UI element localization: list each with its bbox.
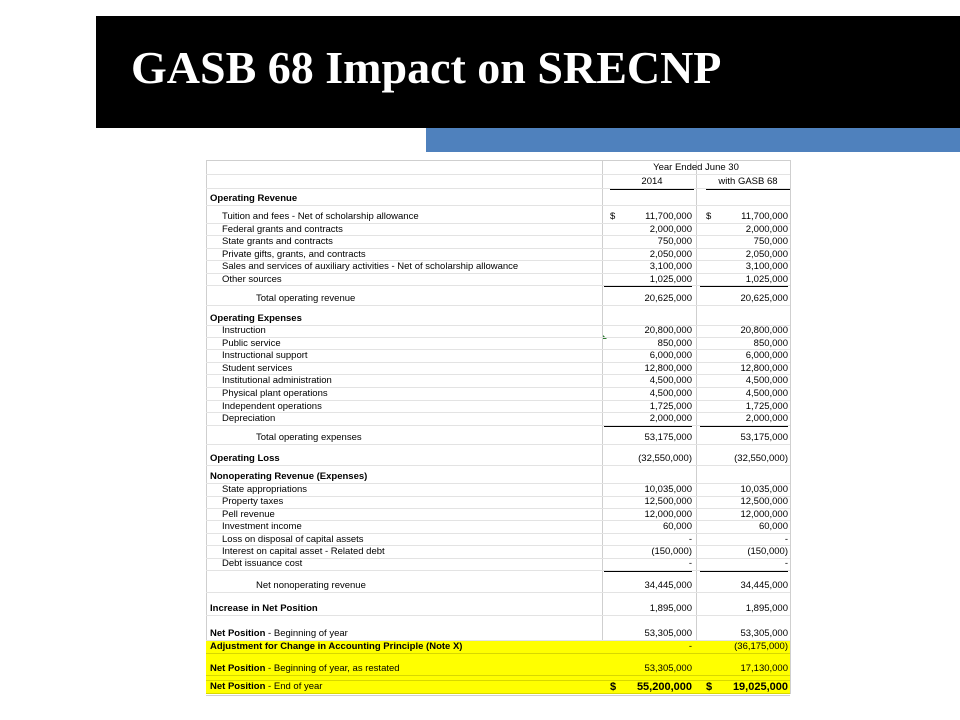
row-label: Instructional support bbox=[222, 350, 308, 362]
value-gasb68: (150,000) bbox=[747, 546, 788, 557]
value-gasb68: 12,500,000 bbox=[740, 496, 788, 508]
table-row bbox=[206, 325, 790, 338]
table-row bbox=[206, 363, 790, 376]
value-gasb68: 1,895,000 bbox=[745, 603, 788, 614]
total-row bbox=[206, 293, 790, 306]
value-gasb68: 2,050,000 bbox=[745, 248, 788, 260]
row-label: Interest on capital asset - Related debt bbox=[222, 546, 385, 557]
row-label-suffix: - Beginning of year, as restated bbox=[265, 663, 400, 674]
value-2014: 12,800,000 bbox=[644, 362, 692, 374]
value-2014: 34,445,000 bbox=[644, 580, 692, 591]
value-gasb68: 2,000,000 bbox=[700, 413, 788, 427]
net-position-label: Net Position bbox=[210, 681, 266, 692]
value-gasb68: 53,305,000 bbox=[740, 628, 788, 639]
value-gasb68: (36,175,000) bbox=[734, 641, 788, 652]
section-label: Operating Expenses bbox=[210, 313, 302, 324]
row-label: Debt issuance cost bbox=[222, 558, 303, 570]
value-gasb68: 3,100,000 bbox=[745, 261, 788, 272]
value-2014: 2,000,000 bbox=[604, 413, 692, 427]
value-2014: (150,000) bbox=[651, 546, 692, 557]
value-gasb68: - bbox=[700, 558, 788, 572]
table-row bbox=[206, 558, 790, 571]
table-row bbox=[206, 274, 790, 287]
net-position-label: Net Position bbox=[210, 663, 266, 674]
table-row bbox=[206, 211, 790, 224]
table-row bbox=[206, 388, 790, 401]
row-label: Institutional administration bbox=[222, 375, 332, 387]
table-row bbox=[206, 496, 790, 509]
financial-statement-table bbox=[206, 160, 790, 694]
value-gasb68: - bbox=[784, 533, 788, 545]
subtotal-row bbox=[206, 603, 790, 616]
value-gasb68: 4,500,000 bbox=[745, 388, 788, 399]
value-gasb68: 60,000 bbox=[758, 521, 788, 533]
value-2014: 850,000 bbox=[657, 337, 692, 349]
value-2014: 750,000 bbox=[657, 236, 692, 247]
table-row bbox=[206, 413, 790, 426]
table-row bbox=[206, 224, 790, 237]
value-gasb68: 34,445,000 bbox=[740, 580, 788, 591]
table-header-row bbox=[206, 176, 790, 189]
net-position-row bbox=[206, 628, 790, 641]
net-position-end-row bbox=[206, 681, 790, 694]
row-label: Operating Loss bbox=[210, 453, 280, 464]
table-row bbox=[206, 484, 790, 497]
value-gasb68: 10,035,000 bbox=[740, 484, 788, 495]
grid-line bbox=[790, 160, 791, 694]
row-label: Sales and services of auxiliary activities - Net of scholarship allowance bbox=[222, 261, 519, 272]
currency-symbol: $ bbox=[610, 211, 616, 222]
table-row bbox=[206, 261, 790, 274]
table-row bbox=[206, 350, 790, 363]
value-2014: 53,175,000 bbox=[644, 432, 692, 443]
row-label: Increase in Net Position bbox=[210, 603, 318, 614]
row-label: State appropriations bbox=[222, 484, 308, 495]
row-label: Independent operations bbox=[222, 400, 322, 412]
table-row bbox=[206, 546, 790, 559]
net-position-restated-row bbox=[206, 663, 790, 676]
section-label: Nonoperating Revenue (Expenses) bbox=[210, 471, 368, 482]
column-group-header: Year Ended June 30 bbox=[653, 162, 739, 173]
total-row bbox=[206, 580, 790, 593]
adjustment-row bbox=[206, 641, 790, 654]
value-gasb68: 2,000,000 bbox=[745, 223, 788, 235]
column-header-gasb68: with GASB 68 bbox=[706, 176, 790, 190]
value-gasb68: 12,000,000 bbox=[740, 508, 788, 520]
value-2014: - bbox=[604, 558, 692, 572]
value-gasb68: (32,550,000) bbox=[734, 453, 788, 464]
row-label: Private gifts, grants, and contracts bbox=[222, 248, 366, 260]
table-row bbox=[206, 509, 790, 522]
row-label: Adjustment for Change in Accounting Principle (Note X) bbox=[210, 641, 463, 652]
column-header-2014: 2014 bbox=[610, 176, 694, 190]
row-label: Investment income bbox=[222, 521, 302, 533]
value-2014: - bbox=[688, 641, 692, 652]
currency-symbol: $ bbox=[706, 681, 713, 693]
row-label: Federal grants and contracts bbox=[222, 223, 343, 235]
row-label: Property taxes bbox=[222, 496, 284, 508]
value-gasb68: 20,800,000 bbox=[740, 325, 788, 336]
value-2014: 1,025,000 bbox=[604, 274, 692, 288]
value-2014: (32,550,000) bbox=[638, 453, 692, 464]
value-gasb68: 12,800,000 bbox=[740, 362, 788, 374]
value-2014: 20,800,000 bbox=[644, 325, 692, 336]
value-2014: 4,500,000 bbox=[649, 375, 692, 387]
table-row bbox=[206, 534, 790, 547]
table-row bbox=[206, 375, 790, 388]
table-row bbox=[206, 521, 790, 534]
row-label: Other sources bbox=[222, 273, 282, 285]
value-2014: 2,050,000 bbox=[649, 248, 692, 260]
value-2014: 12,000,000 bbox=[644, 508, 692, 520]
accent-bar bbox=[426, 128, 960, 152]
value-2014: - bbox=[688, 533, 692, 545]
section-header-row bbox=[206, 471, 790, 484]
value-2014: 20,625,000 bbox=[644, 293, 692, 304]
value-gasb68: 1,025,000 bbox=[700, 274, 788, 288]
value-2014: 12,500,000 bbox=[644, 496, 692, 508]
currency-symbol: $ bbox=[610, 681, 617, 693]
value-gasb68: 17,130,000 bbox=[740, 663, 788, 674]
value-2014: 53,305,000 bbox=[644, 628, 692, 639]
total-row bbox=[206, 432, 790, 445]
value-2014: 3,100,000 bbox=[649, 261, 692, 272]
row-label: Net nonoperating revenue bbox=[256, 580, 366, 591]
value-gasb68: 4,500,000 bbox=[745, 375, 788, 387]
value-2014: 1,895,000 bbox=[649, 603, 692, 614]
row-label: State grants and contracts bbox=[222, 236, 333, 247]
row-label: Public service bbox=[222, 337, 281, 349]
value-gasb68: 11,700,000 bbox=[741, 211, 788, 222]
value-2014: 55,200,000 bbox=[636, 681, 692, 693]
table-row bbox=[206, 249, 790, 262]
value-gasb68: 850,000 bbox=[753, 337, 788, 349]
value-2014: 60,000 bbox=[662, 521, 692, 533]
row-label bbox=[210, 628, 348, 641]
value-2014: 1,725,000 bbox=[649, 400, 692, 412]
table-row bbox=[206, 338, 790, 351]
table-row bbox=[206, 236, 790, 249]
row-label: Instruction bbox=[222, 325, 266, 336]
row-label-suffix: - End of year bbox=[265, 681, 323, 692]
table-row bbox=[206, 401, 790, 414]
value-2014: 6,000,000 bbox=[649, 350, 692, 362]
net-position-label: Net Position bbox=[210, 628, 266, 639]
value-gasb68: 750,000 bbox=[753, 236, 788, 247]
value-gasb68: 6,000,000 bbox=[745, 350, 788, 362]
value-2014: 53,305,000 bbox=[644, 663, 692, 674]
value-gasb68: 1,725,000 bbox=[745, 400, 788, 412]
row-label: Pell revenue bbox=[222, 508, 275, 520]
value-2014: 10,035,000 bbox=[644, 484, 692, 495]
table-header-row bbox=[206, 162, 790, 175]
row-label: Loss on disposal of capital assets bbox=[222, 533, 364, 545]
value-2014: 11,700,000 bbox=[645, 211, 692, 222]
row-label: Total operating expenses bbox=[256, 432, 362, 443]
slide-title: GASB 68 Impact on SRECNP bbox=[131, 42, 722, 93]
section-header-row bbox=[206, 193, 790, 206]
value-2014: 2,000,000 bbox=[649, 223, 692, 235]
row-label: Student services bbox=[222, 362, 293, 374]
value-2014: 4,500,000 bbox=[649, 388, 692, 399]
subtotal-row bbox=[206, 453, 790, 466]
row-label bbox=[210, 681, 322, 694]
value-gasb68: 53,175,000 bbox=[740, 432, 788, 443]
value-gasb68: 20,625,000 bbox=[740, 293, 788, 304]
value-gasb68: 19,025,000 bbox=[732, 681, 788, 693]
currency-symbol: $ bbox=[706, 211, 712, 222]
section-header-row bbox=[206, 313, 790, 326]
section-label: Operating Revenue bbox=[210, 193, 298, 204]
row-label-suffix: - Beginning of year bbox=[265, 628, 348, 639]
row-label bbox=[210, 663, 400, 676]
row-label: Physical plant operations bbox=[222, 388, 328, 399]
row-label: Total operating revenue bbox=[256, 293, 356, 304]
row-label: Depreciation bbox=[222, 413, 276, 425]
row-label: Tuition and fees - Net of scholarship allowance bbox=[222, 211, 419, 222]
